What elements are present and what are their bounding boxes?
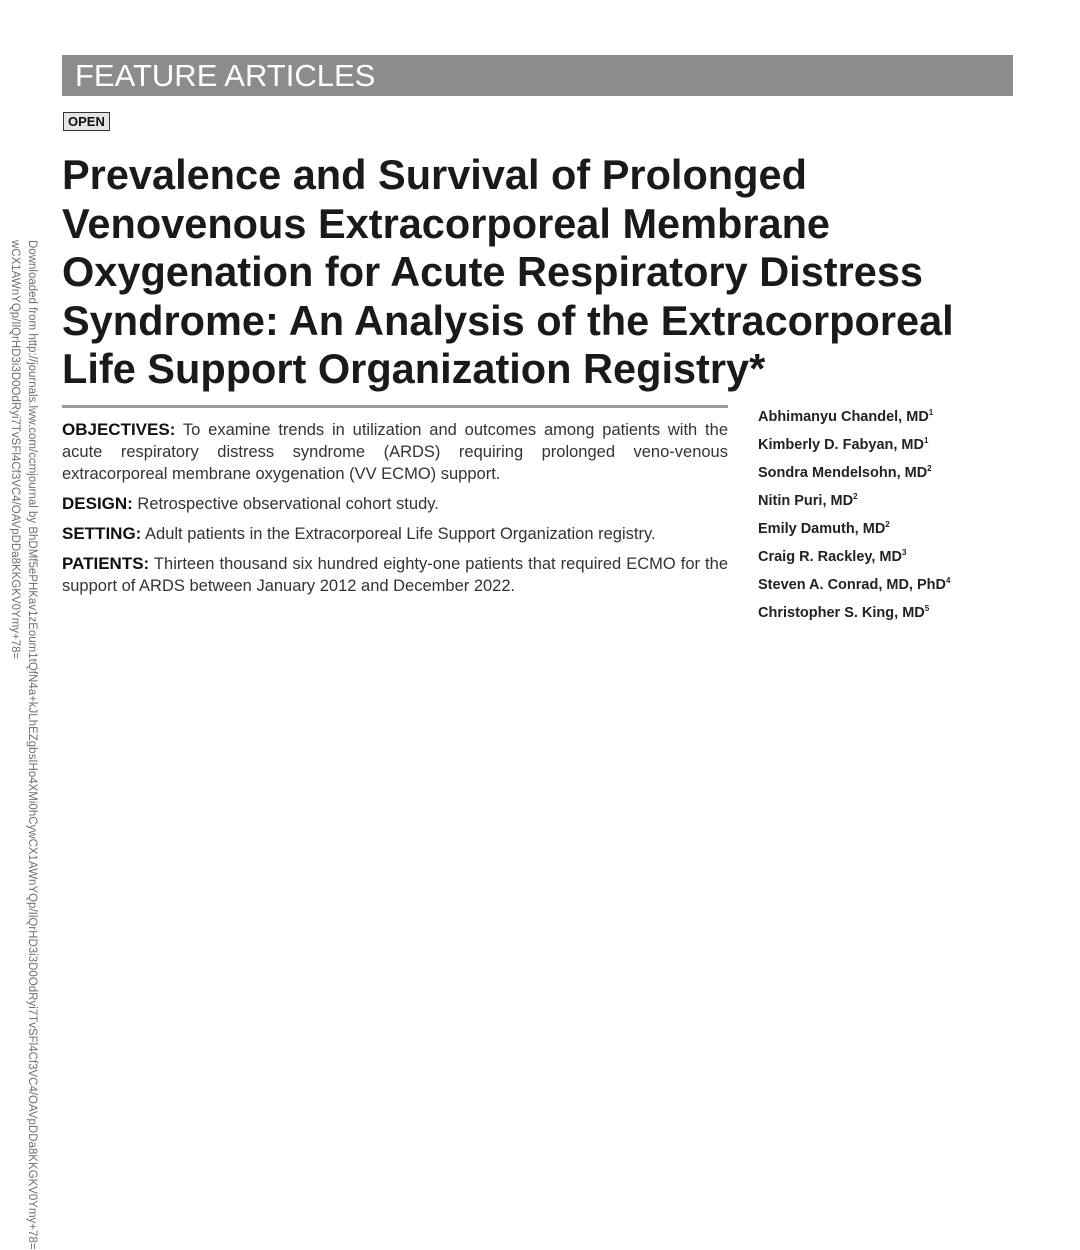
author: Sondra Mendelsohn, $MD^2$ [758,464,932,481]
author: Craig R. Rackley, $MD^3$ [758,548,907,565]
abstract-setting [62,523,728,545]
abstract-objectives [62,419,728,485]
download-notice: Downloaded from http://journals.lww.com/ccmjournal by BhDMf5ePHKav1zEoum1tQfN4a+kJLhEZgbsIHo4XMi0hCywCX1AWnYQp/IlQrHD3i3D0OdRyi7TvSFl4Cf3VC4/OAVpDDa8KKGKV0Ymy+78= [26,240,38,1250]
author: Christopher S. King, $MD^5$ [758,604,930,621]
abstract-heading: PATIENTS: [62,554,150,573]
open-access-badge: OPEN [63,112,110,131]
download-notice-2: wCX1AWnYQp/IlQrHD3i3D0OdRyi7TvSFl4Cf3VC4/OAVpDDa8KKGKV0Ymy+78= [9,240,21,660]
abstract-text: Thirteen thousand six hundred eighty-one patients that required ECMO for the support of ARDS between January 2012 and December 2022. [62,555,728,595]
section-banner-label: FEATURE ARTICLES [75,58,376,93]
author: Nitin Puri, $MD^2$ [758,492,858,509]
author: Steven A. Conrad, MD, PhD$^4$ [758,576,951,593]
abstract-text: To examine trends in utilization and outcomes among patients with the acute respiratory distress syndrome (ARDS) requiring prolonged veno-venous extracorporeal membrane oxygenation (VV ECMO) support. [62,421,728,483]
abstract-heading: SETTING: [62,524,142,543]
author: Kimberly D. Fabyan, $MD^1$ [758,436,929,453]
abstract [62,419,728,605]
author: Abhimanyu Chandel, $MD^1$ [758,408,934,425]
abstract-heading: OBJECTIVES: [62,420,176,439]
author-list [758,403,1058,627]
abstract-divider [62,405,728,408]
section-banner [62,55,1013,96]
abstract-heading: DESIGN: [62,494,133,513]
author: Emily Damuth, $MD^2$ [758,520,890,537]
abstract-patients [62,553,728,597]
abstract-design [62,493,728,515]
abstract-text: Adult patients in the Extracorporeal Life Support Organization registry. [141,525,656,543]
abstract-text: Retrospective observational cohort study. [132,495,439,513]
article-title: Prevalence and Survival of Prolonged Venovenous Extracorporeal Membrane Oxygenation for Acute Respiratory Distress Syndrome: An Analysis of the Extracorporeal Life Support Organization Registry* [62,151,954,392]
